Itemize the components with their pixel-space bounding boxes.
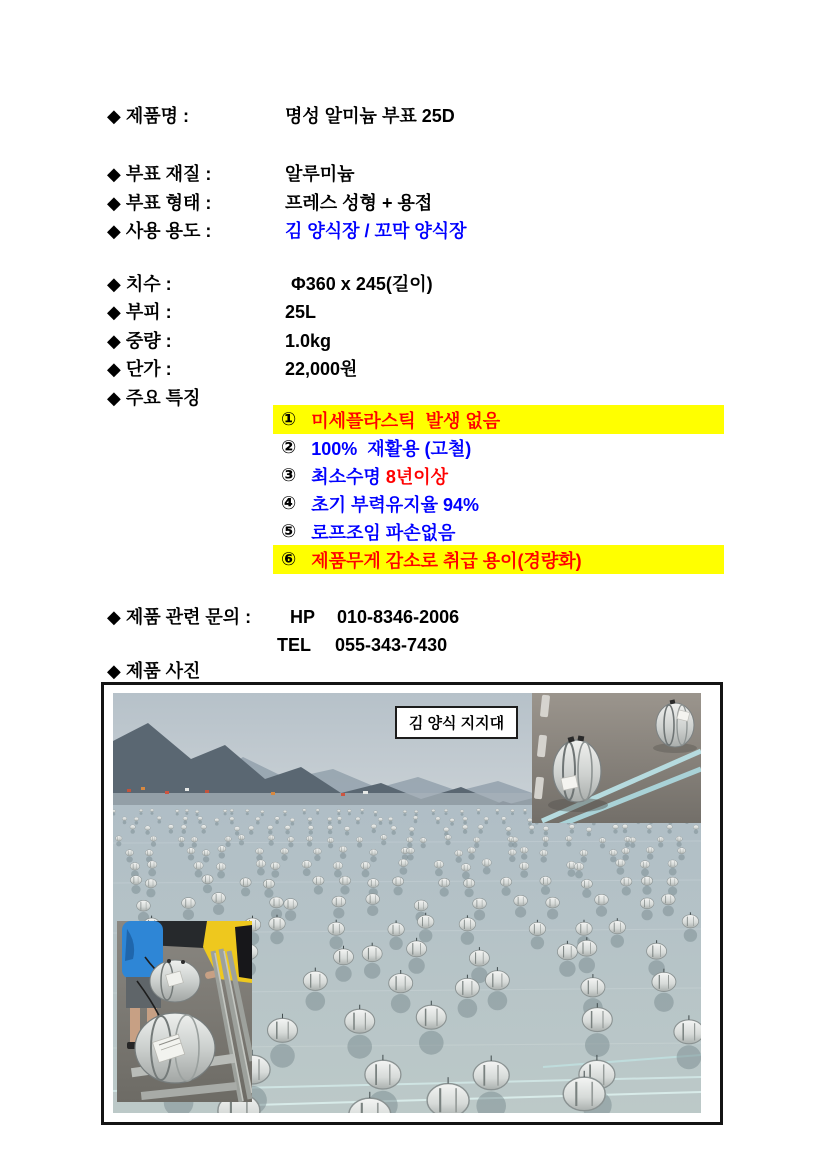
feature-2-number: ② (281, 437, 297, 457)
sea-farm-photo (113, 693, 701, 1113)
dimensions-value: Φ360 x 245(길이) (291, 274, 433, 294)
feature-4-text: 초기 부력유지율 94% (311, 494, 479, 515)
spec-row-volume (107, 301, 316, 323)
spec-row-dimensions (107, 273, 433, 295)
feature-item-5 (273, 517, 724, 546)
dimensions-label: ◆ 치수 : (107, 274, 172, 294)
feature-4-number: ④ (281, 493, 297, 513)
forming-label: ◆ 부표 형태 : (107, 193, 212, 213)
feature-item-3 (273, 461, 724, 490)
inset-photo-loading-buoys (117, 921, 252, 1102)
spec-row-product-name (107, 105, 455, 127)
features-heading-label: ◆ 주요 특징 (107, 388, 201, 408)
spec-row-features-heading (107, 387, 285, 409)
product-name-value: 명성 알미늄 부표 25D (285, 106, 455, 126)
contact-label: ◆ 제품 관련 문의 : (107, 607, 252, 627)
contact-tel-number: 055-343-7430 (335, 635, 448, 655)
photo-caption-label: 김 양식 지지대 (408, 715, 505, 732)
feature-item-1 (273, 405, 724, 434)
spec-row-material (107, 163, 355, 185)
volume-label: ◆ 부피 : (107, 302, 172, 322)
feature-item-2 (273, 433, 724, 462)
weight-value: 1.0kg (285, 331, 332, 351)
usage-value: 김 양식장 / 꼬막 양식장 (285, 221, 467, 241)
contact-tel-label: TEL (277, 635, 311, 655)
volume-value: 25L (285, 302, 317, 322)
contact-hp-label: HP (290, 607, 316, 627)
feature-5-number: ⑤ (281, 521, 297, 541)
usage-label: ◆ 사용 용도 : (107, 221, 212, 241)
feature-3-number: ③ (281, 465, 297, 485)
price-value: 22,000원 (285, 359, 358, 379)
photo-section-label: ◆ 제품 사진 (107, 661, 201, 681)
feature-item-4 (273, 489, 724, 518)
material-value: 알루미늄 (285, 164, 355, 184)
feature-1-number: ① (281, 409, 297, 429)
forming-value: 프레스 성형 + 용접 (285, 193, 433, 213)
feature-6-number: ⑥ (281, 549, 297, 569)
feature-2-text: 100% 재활용 (고철) (311, 438, 472, 459)
feature-1-text: 미세플라스틱 발생 없음 (311, 410, 501, 431)
spec-row-weight (107, 330, 331, 352)
feature-6-text: 제품무게 감소로 취급 용이(경량화) (311, 550, 582, 571)
photo-caption-box (395, 706, 518, 739)
contact-hp-number: 010-8346-2006 (337, 607, 460, 627)
product-name-label: ◆ 제품명 : (107, 106, 190, 126)
weight-label: ◆ 중량 : (107, 331, 172, 351)
product-photo-frame (101, 682, 723, 1125)
feature-5-text: 로프조임 파손없음 (311, 522, 456, 543)
spec-row-forming (107, 192, 432, 214)
price-label: ◆ 단가 : (107, 359, 172, 379)
spec-row-price (107, 358, 357, 380)
feature-3-text: 최소수명 (311, 466, 386, 487)
feature-item-6 (273, 545, 724, 574)
material-label: ◆ 부표 재질 : (107, 164, 212, 184)
spec-row-usage (107, 220, 467, 242)
inset-photo-buoys-on-road (532, 693, 701, 823)
feature-3-text-highlighted: 8년이상 (385, 466, 448, 487)
